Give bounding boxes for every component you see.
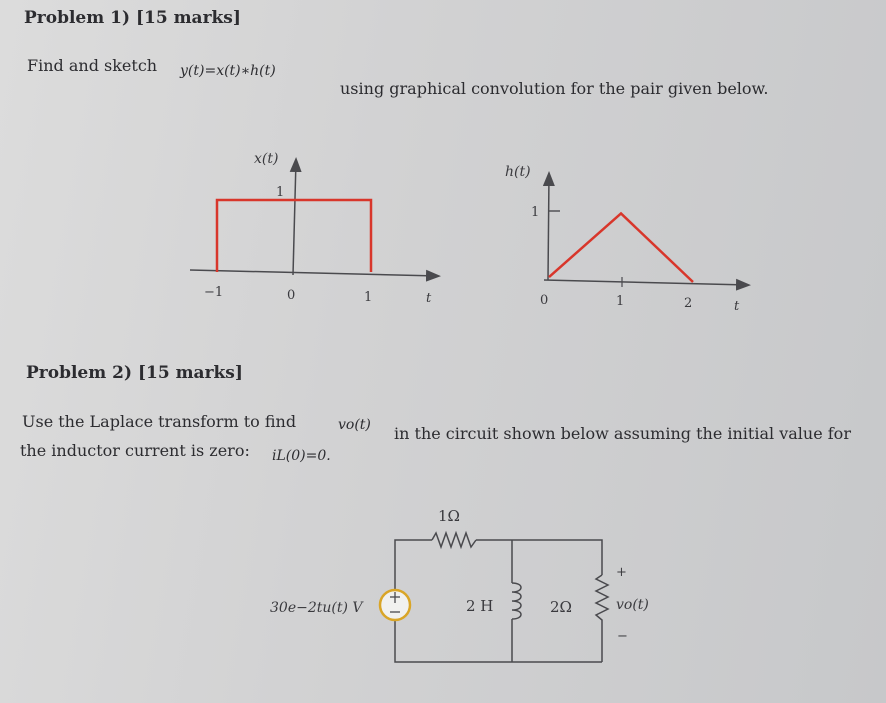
output-minus: − xyxy=(617,629,628,644)
inductor-label: 2 H xyxy=(466,597,494,615)
circuit-bottom-wire xyxy=(395,620,602,662)
x-graph-label: x(t) xyxy=(254,151,279,167)
source-label: 30e−2tu(t) V xyxy=(270,600,363,616)
x-time-axis xyxy=(190,270,438,276)
circuit-top-wire xyxy=(476,540,602,575)
problem2-voltage: vo(t) xyxy=(338,417,371,433)
problem2-initial-condition: iL(0)=0. xyxy=(272,448,331,464)
h-time-label: t xyxy=(734,299,740,314)
output-plus: + xyxy=(616,565,627,580)
h-tick-zero: 0 xyxy=(540,293,549,308)
inductor-symbol xyxy=(512,583,521,619)
h-height-label: 1 xyxy=(531,205,540,220)
circuit-left-wire xyxy=(395,540,432,592)
problem1-equation: y(t)=x(t)∗h(t) xyxy=(180,63,276,79)
problem2-line2-start: the inductor current is zero: xyxy=(20,441,250,460)
h-time-axis xyxy=(544,280,748,285)
load-resistor-label: 2Ω xyxy=(550,598,572,616)
x-height-label: 1 xyxy=(276,185,285,200)
h-tick-two: 2 xyxy=(684,296,693,311)
h-triangle-signal xyxy=(549,214,693,283)
problem1-marks: [15 marks] xyxy=(135,8,241,28)
x-tick-minus-one: −1 xyxy=(204,285,224,300)
output-voltage-label: vo(t) xyxy=(616,597,649,613)
problem2-number: Problem 2) xyxy=(26,363,133,383)
circuit-diagram xyxy=(270,507,649,662)
h-graph-label: h(t) xyxy=(505,164,531,180)
x-graph xyxy=(190,151,438,306)
problem1-instruction-start: Find and sketch xyxy=(27,56,158,75)
problem2-marks: [15 marks] xyxy=(137,363,243,383)
x-tick-zero: 0 xyxy=(287,288,296,303)
x-amplitude-axis xyxy=(293,160,296,275)
series-resistor-label: 1Ω xyxy=(438,507,460,525)
problem2-line1-end: in the circuit shown below assuming the initial value for xyxy=(394,424,851,443)
problem1-number: Problem 1) xyxy=(24,8,131,28)
h-tick-one: 1 xyxy=(616,294,625,309)
problem2-heading xyxy=(26,363,243,383)
series-resistor-symbol xyxy=(432,533,476,547)
problem2-line1-start: Use the Laplace transform to find xyxy=(22,412,297,431)
load-resistor-symbol xyxy=(596,575,608,662)
x-tick-one: 1 xyxy=(364,290,373,305)
h-amplitude-axis xyxy=(548,174,549,280)
x-time-label: t xyxy=(426,291,432,306)
h-graph xyxy=(505,164,748,314)
problem1-instruction-end: using graphical convolution for the pair given below. xyxy=(340,79,769,98)
